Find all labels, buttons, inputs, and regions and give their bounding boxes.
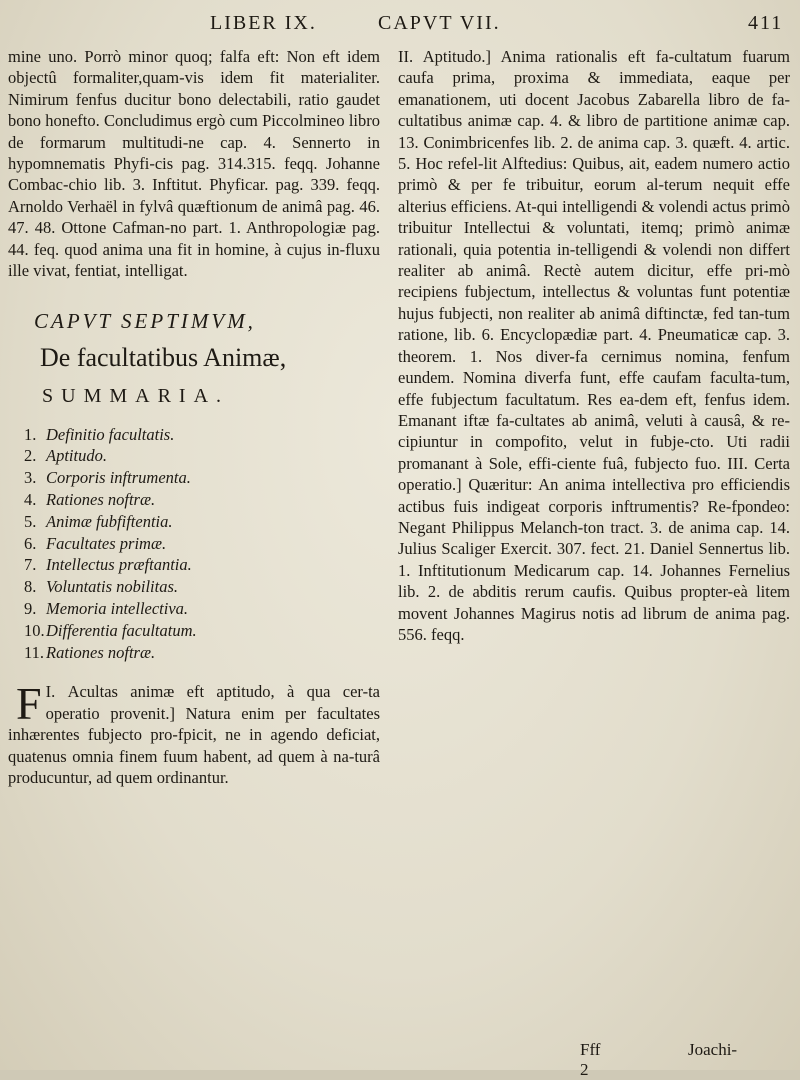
- summary-item: 7. Intellectus præftantia.: [24, 555, 192, 575]
- running-header: [0, 12, 800, 42]
- summary-item: 8. Voluntatis nobilitas.: [24, 577, 179, 597]
- summary-item: 2. Aptitudo.: [24, 446, 107, 466]
- section-number: I.: [45, 682, 56, 702]
- summary-item: 9. Memoria intellectiva.: [24, 599, 189, 619]
- left-top-paragraph: mine uno. Porrò minor quoq; falfa eft: Non eft idem objectû formaliter,quam-vis idem fit materialiter. Nimirum fenfus ducitur bono delectabili, ratio gaudet bono honefto. Concludimus ergò cum Piccolmineo libro de formarum multitudi-ne cap. 4. Sennerto in hypomnematis Phyfi-cis pag. 314.315. feqq. Johanne Combac-chio lib. 3. Inftitut. Phyficar. pag. 339. feqq. Arnoldo Verhaël in fylvâ quæftionum de animâ pag. 46. 47. 48. Ottone Cafman-no part. 1. Anthropologiæ pag. 44. feq. quod anima una fit in homine, à cujus in-fluxu ille vivat, fentiat, intelligat.: [8, 47, 380, 281]
- summaria-heading: SUMMARIA.: [42, 385, 230, 408]
- summary-item: 11. Rationes noftræ.: [24, 642, 156, 662]
- right-column-text: II. Aptitudo.] Anima rationalis eft fa-cultatum fuarum caufa prima, proxima & immediata, eaque per emanationem, uti docent Jacobus Zabarella libro de fa-cultatibus animæ cap. 4. & libro de partitione animæ cap. 13. Conimbricenfes lib. 2. de anima cap. 3. quæft. 4. artic. 5. Hoc refel-lit Alftedius: Quibus, ait, eadem numero actio primò & per fe tribuitur, eorum al-terum nequit effe alterius efficiens. At-qui intelligendi & volendi actus primò tribuitur Intellectui & voluntati, itemq; primò animæ rationali, quia potentia in-telligendi & volendi non differt realiter ab animâ. Rectè autem dicitur, effe pri-mò recipiens fubjectum, intellectus & voluntas funt potentiæ hujus fubjecti, non realiter ab animâ diftinctæ, fed tan-tum ratione, lib. 6. Encyclopædiæ part. 4. Pneumaticæ cap. 3. theorem. 1. Nos diver-fa cernimus nomina, fenfum eundem. Nomina diverfa funt, effe caufam faculta-tum, effe fubjectum facultatum. Res ea-dem eft, fenfus idem. Emanant iftæ fa-cultates ab animâ, veluti à causâ, & re-cipiuntur in compofito, velut in fubje-cto. Uti radii promanant à Sole, effi-ciente fuâ, fubjecto fuo. III. Certa operatio.] Quæritur: An anima intellectiva pro efficiendis actibus fuis indigeat corporis inftrumentis? Re-fpondeo: Negant Philippus Melanch-ton tract. 3. de anima cap. 14. Julius Scaliger Exercit. 307. fect. 21. Daniel Sennertus lib. 1. Inftitutionum Medicarum cap. 14. Johannes Fernelius lib. 2. de abditis rerum caufis. Quibus propter-eà litem movent Johannes Magirus notis ad librum de anima pag. 556. feqq.: [398, 47, 790, 644]
- right-column: [398, 46, 790, 645]
- chapter-heading: CAPVT SEPTIMVM,: [34, 309, 256, 334]
- chapter-subtitle: De facultatibus Animæ,: [40, 342, 287, 372]
- left-column: [8, 46, 380, 788]
- summary-item: 5. Animæ fubfiftentia.: [24, 511, 173, 531]
- summary-item: 6. Facultates primæ.: [24, 533, 167, 553]
- signature-mark: Fff 2: [580, 1040, 601, 1079]
- book-title: LIBER IX.: [210, 12, 317, 34]
- summary-item: 3. Corporis inftrumenta.: [24, 468, 191, 488]
- catchword: Joachi-: [688, 1040, 738, 1059]
- drop-capital: F: [16, 678, 42, 730]
- summary-item: 4. Rationes noftræ.: [24, 490, 156, 510]
- summary-list: [24, 424, 380, 664]
- chapter-title: CAPVT VII.: [378, 12, 501, 34]
- section-one-text: Acultas animæ eft aptitudo, à qua cer-ta operatio provenit.] Natura enim per facultates inhærentes fubjecto pro-fpicit, ne in agendo deficiat, quatenus omnia finem fuum habent, ad quem à na-turâ producuntur, ad quem ordinantur.: [8, 682, 380, 788]
- summary-item: 10.Differentia facultatum.: [24, 620, 197, 640]
- page-number: 411: [748, 12, 784, 34]
- summary-item: 1. Definitio facultatis.: [24, 424, 175, 444]
- section-one-paragraph: [8, 678, 380, 788]
